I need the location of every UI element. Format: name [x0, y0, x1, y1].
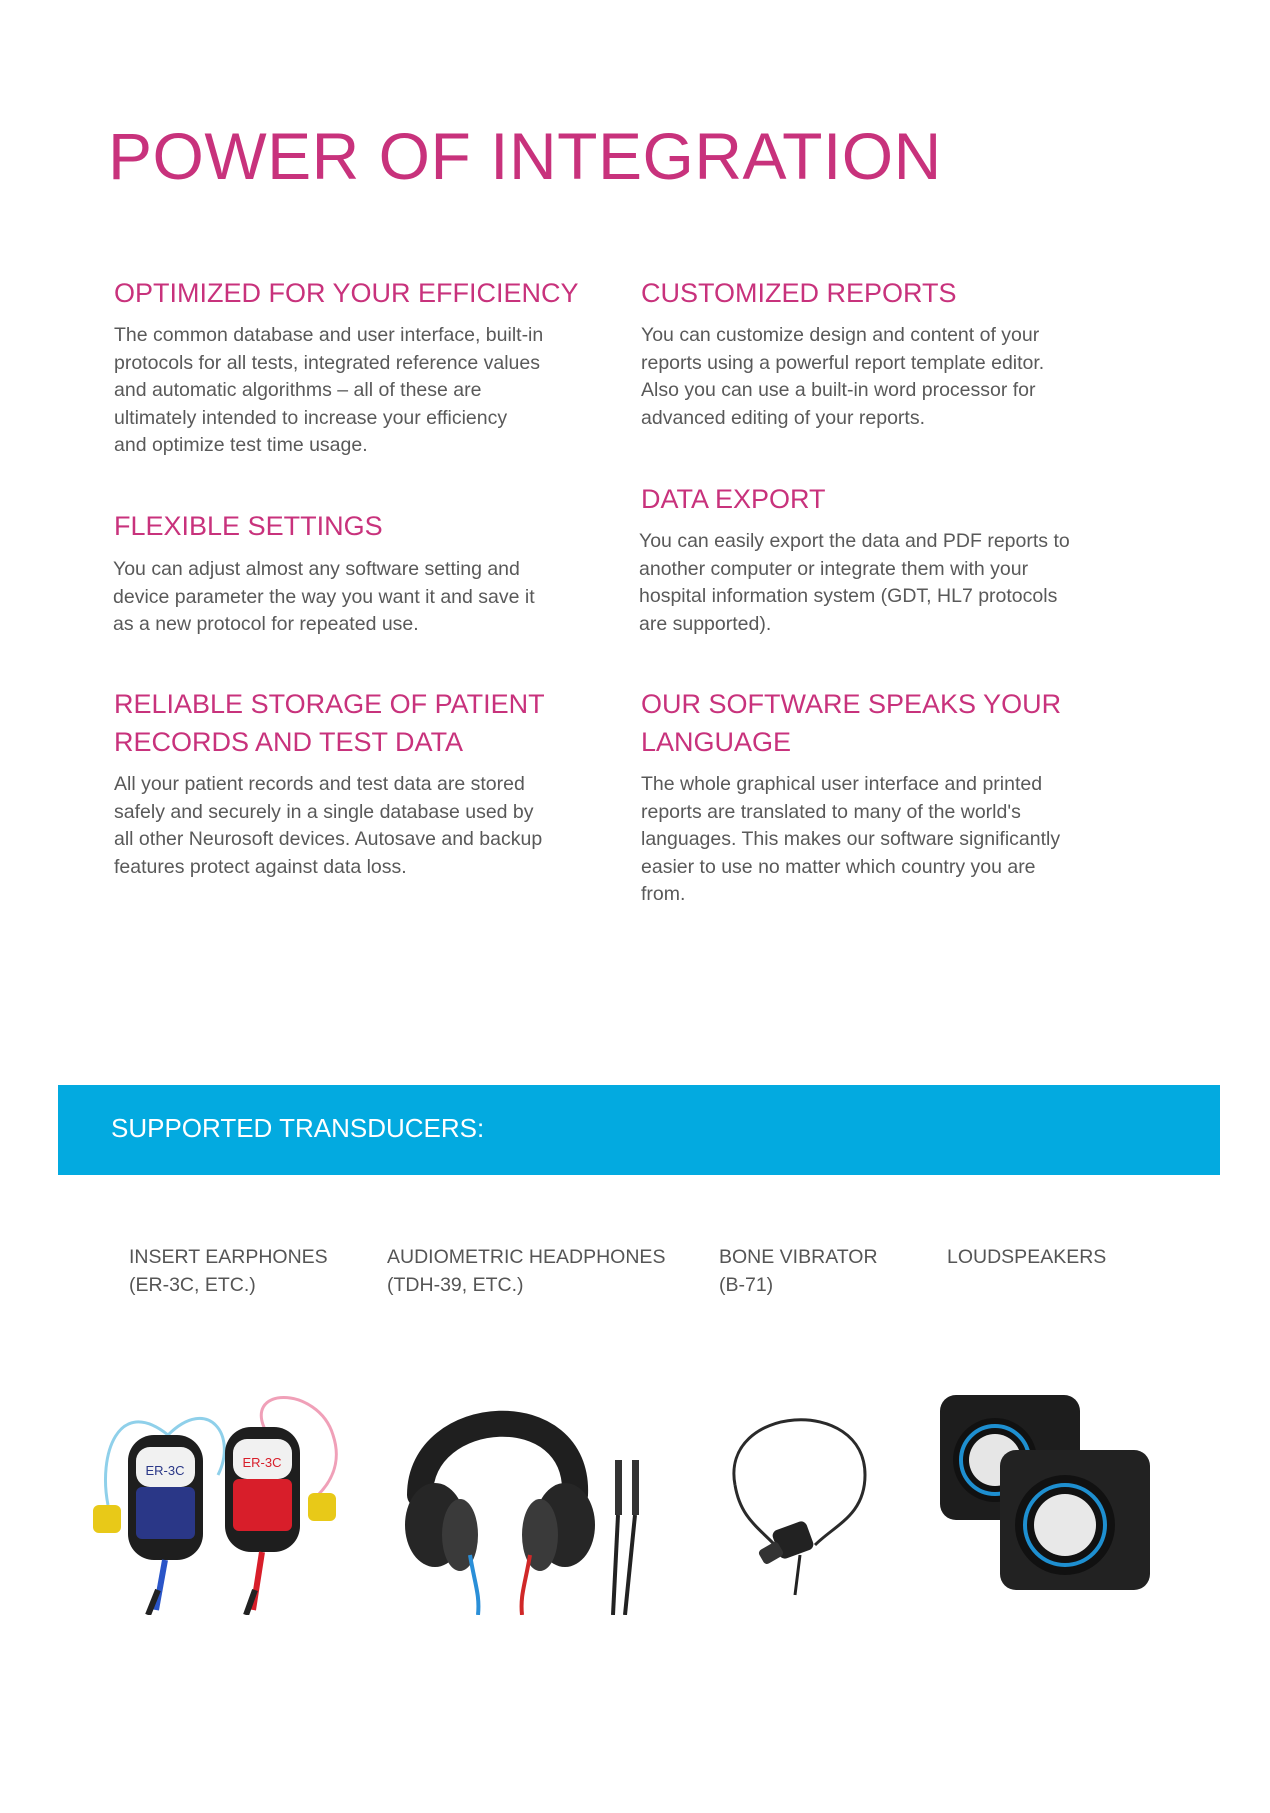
page-title: POWER OF INTEGRATION: [108, 119, 942, 193]
storage-heading-line2: RECORDS AND TEST DATA: [114, 727, 464, 757]
reports-text: You can customize design and content of your reports using a powerful report template editor. Also you can use a built-in word processor for advanced editing of your reports.: [641, 324, 1045, 429]
transducer-label-bone-vibrator: BONE VIBRATOR (B-71): [719, 1246, 878, 1296]
insert-earphones-icon: [88, 1375, 348, 1615]
banner-title: SUPPORTED TRANSDUCERS:: [111, 1113, 485, 1143]
efficiency-text: The common database and user interface, built-in protocols for all tests, integrated reference values and automatic algorithms – all of these are ultimately intended to increase your efficiency and optimize test time usage.: [114, 324, 544, 457]
transducer-label-insert-earphones: INSERT EARPHONES (ER-3C, ETC.): [129, 1246, 328, 1296]
reports-heading: CUSTOMIZED REPORTS: [641, 278, 957, 308]
language-text: The whole graphical user interface and printed reports are translated to many of the world's languages. This makes our software significantly easier to use no matter which country you are from.: [641, 773, 1061, 906]
storage-heading-line1: RELIABLE STORAGE OF PATIENT: [114, 689, 545, 719]
language-heading-line1: OUR SOFTWARE SPEAKS YOUR: [641, 689, 1062, 719]
headphones-icon: [400, 1375, 660, 1615]
storage-text: All your patient records and test data are stored safely and securely in a single database used by all other Neurosoft devices. Autosave and backup features protect against data loss.: [114, 773, 543, 878]
export-text: You can easily export the data and PDF reports to another computer or integrate them with your hospital information system (GDT, HL7 protocols are supported).: [639, 530, 1070, 635]
loudspeakers-icon: [940, 1375, 1160, 1615]
flexible-text: You can adjust almost any software setting and device parameter the way you want it and save it as a new protocol for repeated use.: [113, 558, 535, 636]
efficiency-heading: OPTIMIZED FOR YOUR EFFICIENCY: [114, 278, 579, 308]
transducers-banner: [58, 1085, 1220, 1175]
left-earphone-label: ER-3C: [145, 1463, 185, 1478]
transducer-label-headphones: AUDIOMETRIC HEADPHONES (TDH-39, ETC.): [387, 1246, 666, 1296]
bone-vibrator-icon: [715, 1375, 895, 1615]
right-earphone-label: ER-3C: [242, 1455, 282, 1470]
flexible-heading: FLEXIBLE SETTINGS: [114, 511, 383, 541]
transducer-label-loudspeakers: LOUDSPEAKERS: [947, 1246, 1107, 1268]
language-heading-line2: LANGUAGE: [641, 727, 792, 757]
export-heading: DATA EXPORT: [641, 484, 826, 514]
